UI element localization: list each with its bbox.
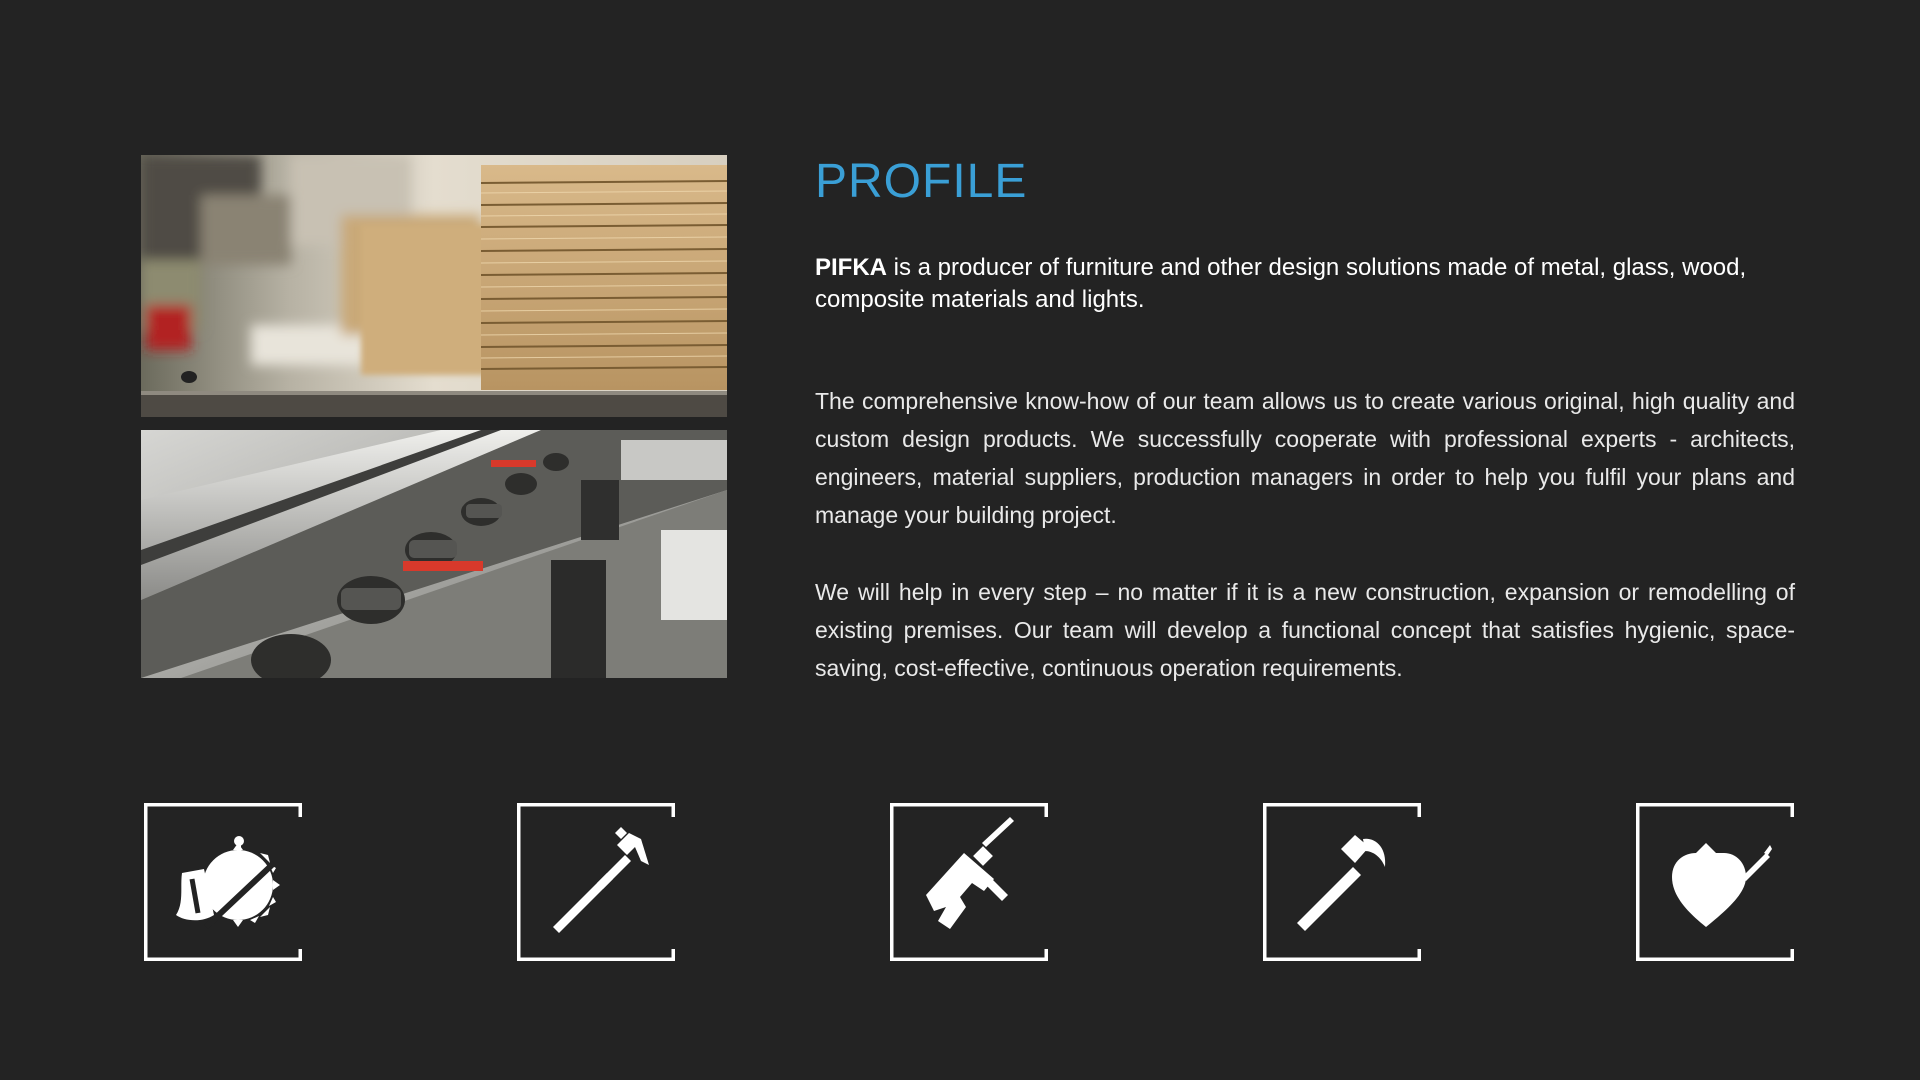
body-paragraph-2: We will help in every step – no matter if it is a new construction, expansion or remodelling of existing premises. Our team will develop a functional concept that satisfies hygienic, space-saving, cost-effective, continuous operation requirements.	[815, 579, 1795, 681]
intro-paragraph	[815, 252, 1795, 316]
page-title: PROFILE	[815, 155, 1028, 208]
tape-measure-icon	[1636, 803, 1794, 961]
hammer-icon	[1263, 803, 1421, 961]
brand-name: PIFKA	[815, 254, 887, 281]
body-paragraph-1: The comprehensive know-how of our team allows us to create various original, high quality and custom design products. We successfully cooperate with professional experts - architects, engineers, material suppliers, production managers in order to help you fulfil your plans and manage your building project.	[815, 388, 1795, 528]
plywood-image	[141, 155, 727, 417]
tape-measure-tile	[1636, 803, 1794, 961]
plywood-photo	[141, 155, 727, 417]
power-drill-tile	[890, 803, 1048, 961]
caliper-tile	[517, 803, 675, 961]
intro-text: is a producer of furniture and other design solutions made of metal, glass, wood, composite materials and lights.	[815, 254, 1747, 313]
profile-text	[815, 150, 1795, 687]
drilling-machine-image	[141, 430, 727, 678]
caliper-icon	[517, 803, 675, 961]
hammer-tile	[1263, 803, 1421, 961]
circular-saw-tile	[144, 803, 302, 961]
circular-saw-icon	[144, 803, 302, 961]
drilling-machine-photo	[141, 430, 727, 678]
power-drill-icon	[890, 803, 1048, 961]
